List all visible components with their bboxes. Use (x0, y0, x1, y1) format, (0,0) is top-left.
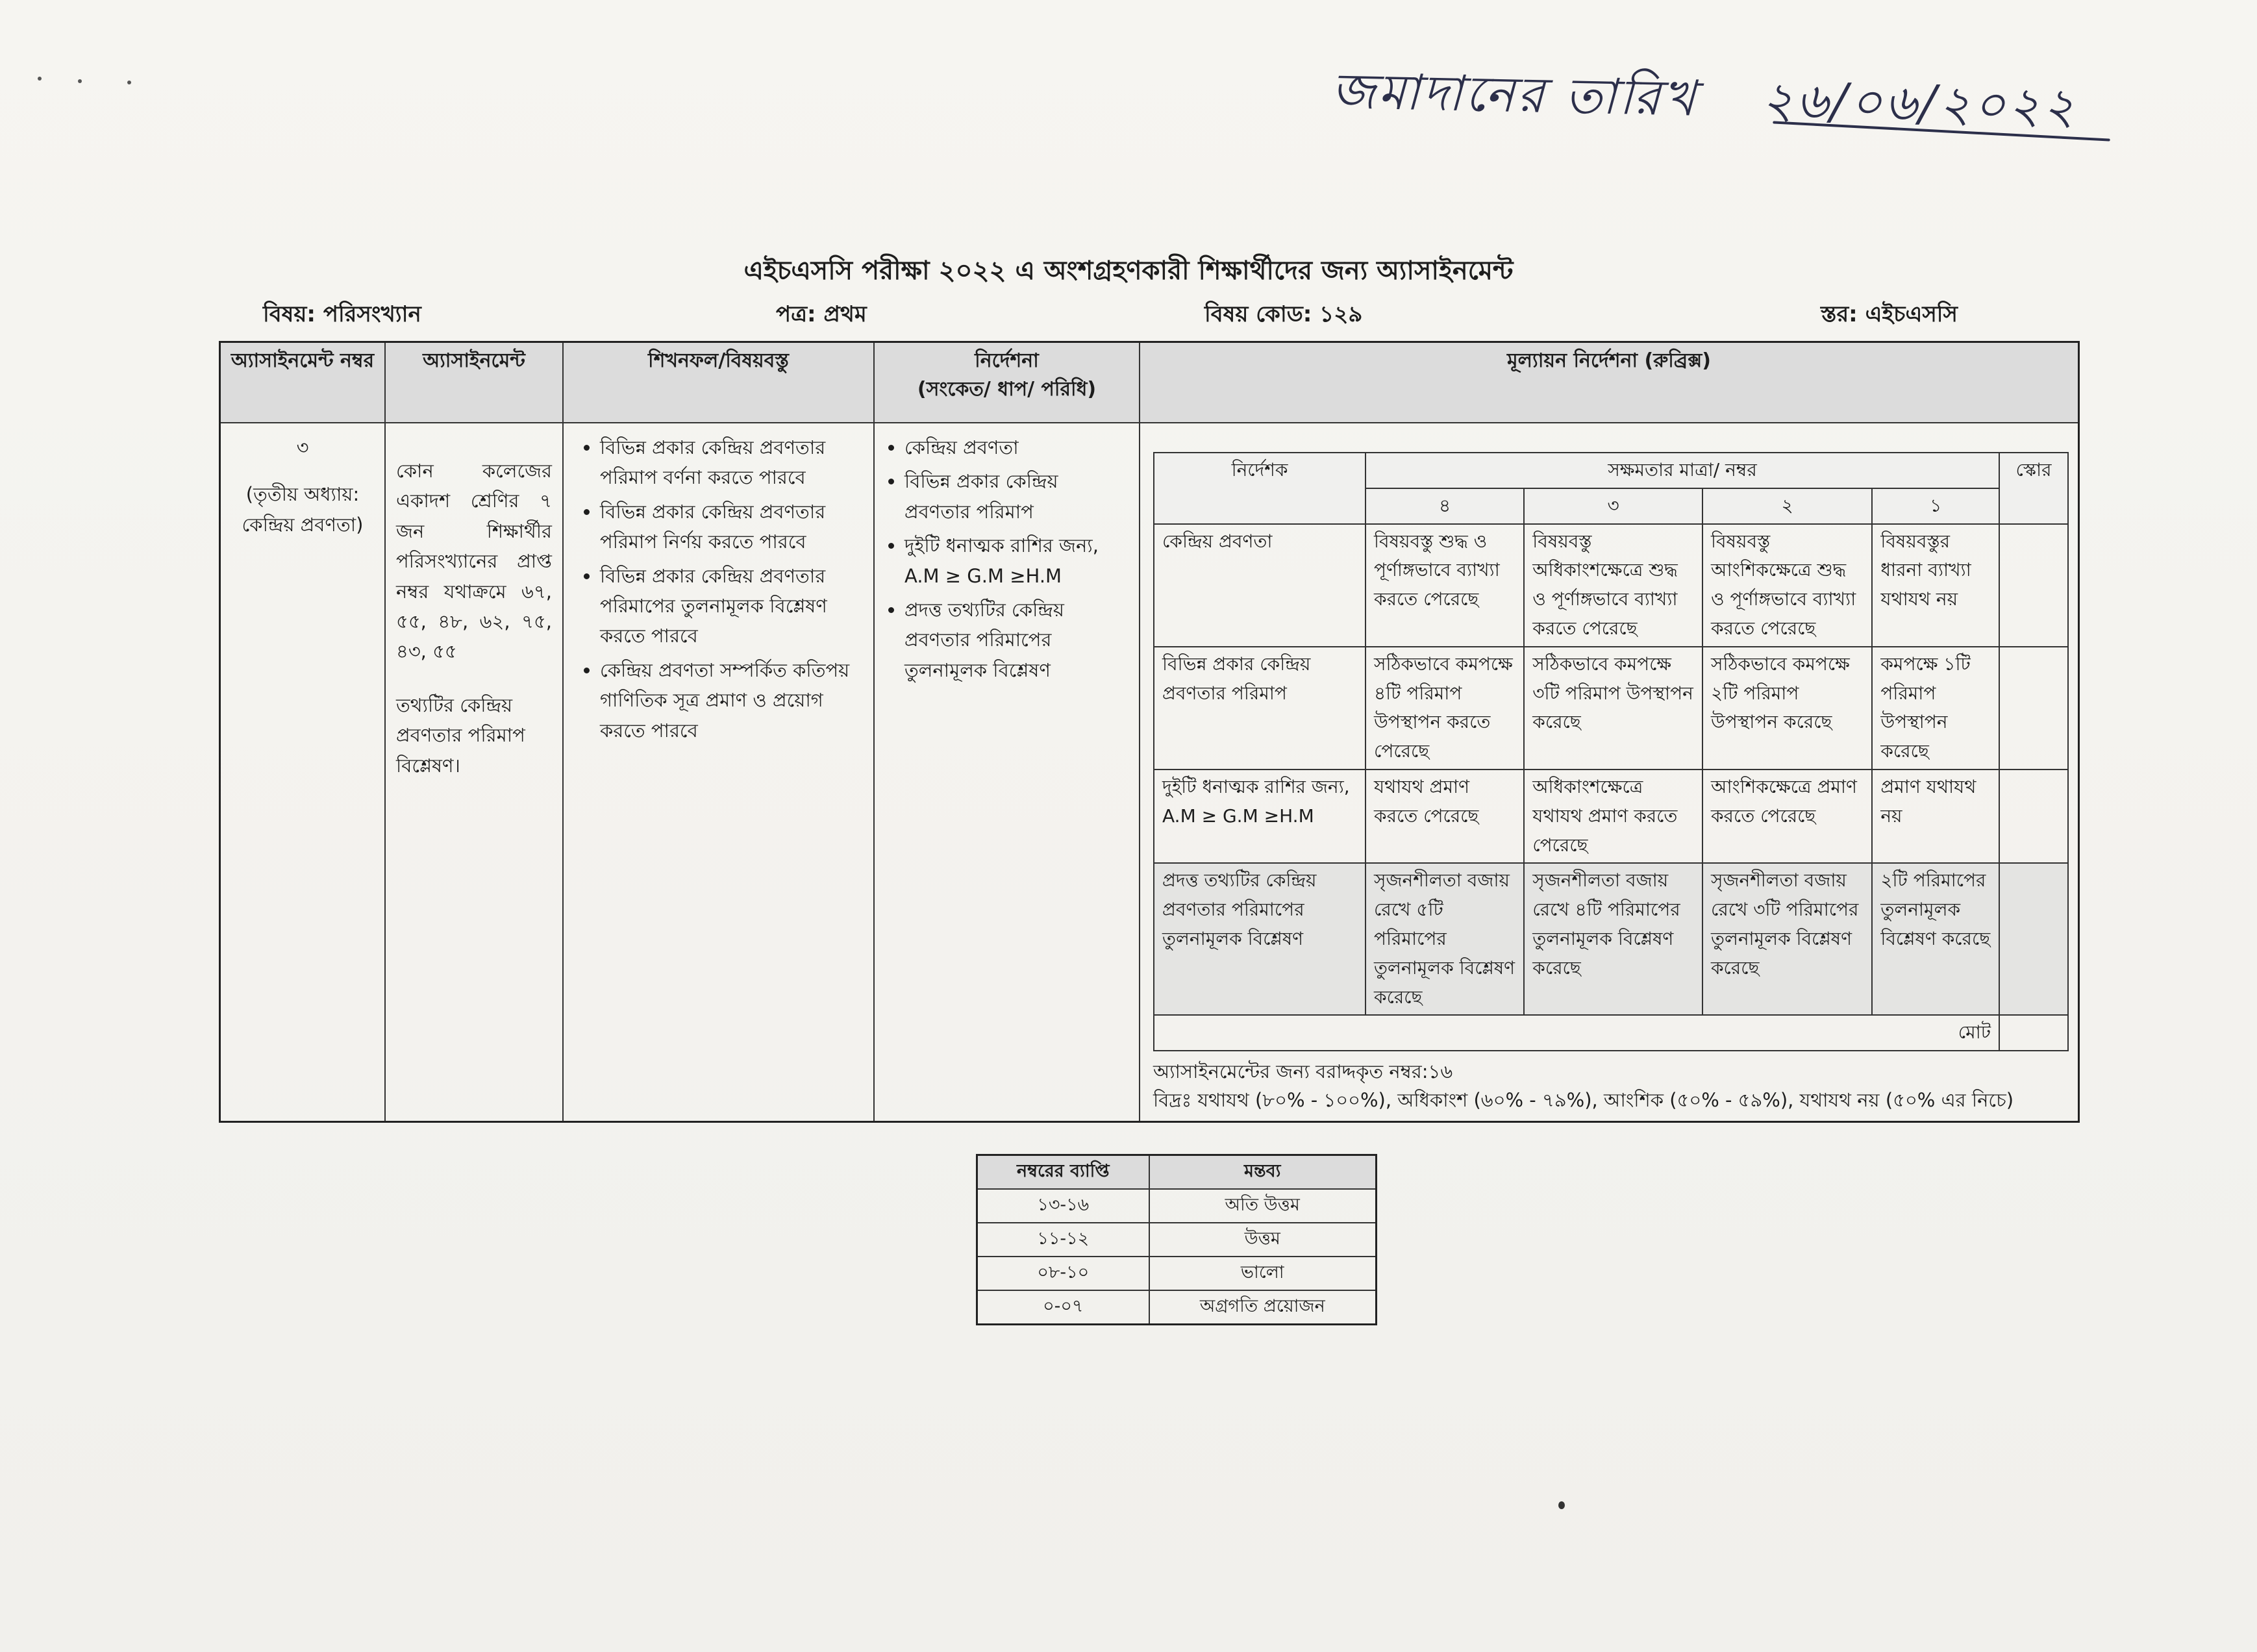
meta-row (263, 297, 1958, 330)
rubric-level-4: ৪ (1365, 488, 1524, 524)
scan-speck (38, 77, 42, 81)
rubric-indicator: বিভিন্ন প্রকার কেন্দ্রিয় প্রবণতার পরিমাপ (1154, 647, 1365, 770)
rubric-score-cell[interactable] (1999, 647, 2068, 770)
rubric-row (1154, 524, 2068, 647)
rubric-footnote: বিদ্রঃ যথাযথ (৮০% - ১০০%), অধিকাংশ (৬০% - ৭৯%), আংশিক (৫০% - ৫৯%), যথাযথ নয় (৫০% এর নিচে) (1153, 1088, 2014, 1111)
learning-outcomes-list (574, 432, 863, 745)
header-evaluation-rubric: মূল্যায়ন নির্দেশনা (রুব্রিক্স) (1140, 342, 2079, 423)
rubric-cell: অধিকাংশক্ষেত্রে যথাযথ প্রমাণ করতে পেরেছে (1524, 770, 1702, 863)
score-range-table (976, 1154, 1377, 1325)
score-range-row (977, 1257, 1377, 1290)
score-range: ০-০৭ (977, 1290, 1149, 1325)
rubric-cell: ২টি পরিমাপের তুলনামূলক বিশ্লেষণ করেছে (1872, 863, 1999, 1015)
rubric-cell: বিষয়বস্তু শুদ্ধ ও পূর্ণাঙ্গভাবে ব্যাখ্যা করতে পেরেছে (1365, 524, 1524, 647)
assignment-task: তথ্যটির কেন্দ্রিয় প্রবণতার পরিমাপ বিশ্লেষণ। (396, 694, 525, 777)
header-instructions-title: নির্দেশনা (975, 349, 1039, 372)
rubric-total-score[interactable] (1999, 1015, 2068, 1051)
rubric-indicator: কেন্দ্রিয় প্রবণতা (1154, 524, 1365, 647)
assignment-number: ৩ (296, 436, 309, 458)
learning-outcome-item: • কেন্দ্রিয় প্রবণতা সম্পর্কিত কতিপয় গাণিতিক সূত্র প্রমাণ ও প্রয়োগ করতে পারবে (600, 655, 863, 745)
rubric-total-label: মোট (1154, 1015, 1999, 1051)
meta-code: বিষয় কোড: ১২৯ (1204, 301, 1363, 327)
handwritten-label: জমাদানের তারিখ (1330, 61, 1699, 127)
assignment-chapter: (তৃতীয় অধ্যায়: কেন্দ্রিয় প্রবণতা) (242, 483, 364, 536)
instruction-item: • কেন্দ্রিয় প্রবণতা (904, 432, 1128, 462)
cell-assignment-number (220, 423, 386, 1122)
rubric-indicator-header: নির্দেশক (1154, 453, 1365, 524)
cell-learning-outcomes (563, 423, 874, 1122)
rubric-score-header: স্কোর (1999, 453, 2068, 524)
header-instructions (874, 342, 1140, 423)
instructions-list (885, 432, 1128, 685)
learning-outcome-item: • বিভিন্ন প্রকার কেন্দ্রিয় প্রবণতার পরিমাপের তুলনামূলক বিশ্লেষণ করতে পারবে (600, 561, 863, 651)
meta-subject: বিষয়: পরিসংখ্যান (263, 301, 421, 327)
score-range-header-remark: মন্তব্য (1149, 1155, 1377, 1190)
meta-level: স্তর: এইচএসসি (1821, 301, 1958, 327)
rubric-cell: সৃজনশীলতা বজায় রেখে ৫টি পরিমাপের তুলনামূলক বিশ্লেষণ করেছে (1365, 863, 1524, 1015)
rubric-cell: সঠিকভাবে কমপক্ষে ৪টি পরিমাপ উপস্থাপন করতে পেরেছে (1365, 647, 1524, 770)
rubric-indicator: প্রদত্ত তথ্যটির কেন্দ্রিয় প্রবণতার পরিমাপের তুলনামূলক বিশ্লেষণ (1154, 863, 1365, 1015)
rubric-total-row (1154, 1015, 2068, 1051)
score-remark: অতি উত্তম (1149, 1189, 1377, 1223)
rubric-row (1154, 770, 2068, 863)
scan-speck (78, 79, 82, 83)
cell-rubric (1140, 423, 2079, 1122)
cell-assignment-text (385, 423, 563, 1122)
rubric-row (1154, 647, 2068, 770)
learning-outcome-item: • বিভিন্ন প্রকার কেন্দ্রিয় প্রবণতার পরিমাপ বর্ণনা করতে পারবে (600, 432, 863, 493)
ink-dot (1558, 1501, 1565, 1509)
scan-speck (127, 81, 131, 84)
score-range: ১৩-১৬ (977, 1189, 1149, 1223)
rubric-cell: প্রমাণ যথাযথ নয় (1872, 770, 1999, 863)
rubric-indicator: দুইটি ধনাত্মক রাশির জন্য, A.M ≥ G.M ≥H.M (1154, 770, 1365, 863)
rubric-notes (1153, 1058, 2069, 1114)
score-range-row (977, 1290, 1377, 1325)
rubric-cell: যথাযথ প্রমাণ করতে পেরেছে (1365, 770, 1524, 863)
score-remark: উত্তম (1149, 1223, 1377, 1257)
header-assignment-number: অ্যাসাইনমেন্ট নম্বর (220, 342, 386, 423)
assignment-question: কোন কলেজের একাদশ শ্রেণির ৭ জন শিক্ষার্থীর পরিসংখ্যানের প্রাপ্ত নম্বর যথাক্রমে ৬৭, ৫৫, ৪৮, ৬২, ৭৫, ৪৩, ৫৫ (396, 460, 552, 663)
score-range: ০৮-১০ (977, 1257, 1149, 1290)
rubric-cell: সঠিকভাবে কমপক্ষে ৩টি পরিমাপ উপস্থাপন করেছে (1524, 647, 1702, 770)
assignment-row (220, 423, 2079, 1122)
assignment-table (219, 341, 2080, 1123)
handwritten-date: ২৬/০৬/২০২২ (1760, 70, 2078, 135)
rubric-cell: বিষয়বস্তু আংশিকক্ষেত্রে শুদ্ধ ও পূর্ণাঙ্গভাবে ব্যাখ্যা করতে পেরেছে (1702, 524, 1872, 647)
rubric-level-1: ১ (1872, 488, 1999, 524)
score-range-row (977, 1223, 1377, 1257)
rubric-cell: সঠিকভাবে কমপক্ষে ২টি পরিমাপ উপস্থাপন করেছে (1702, 647, 1872, 770)
rubric-level-3: ৩ (1524, 488, 1702, 524)
rubric-level-2: ২ (1702, 488, 1872, 524)
score-range-header-range: নম্বরের ব্যাপ্তি (977, 1155, 1149, 1190)
score-range-row (977, 1189, 1377, 1223)
header-learning-outcomes: শিখনফল/বিষয়বস্তু (563, 342, 874, 423)
instruction-item: • প্রদত্ত তথ্যটির কেন্দ্রিয় প্রবণতার পরিমাপের তুলনামূলক বিশ্লেষণ (904, 595, 1128, 685)
header-assignment: অ্যাসাইনমেন্ট (385, 342, 563, 423)
allocated-marks: অ্যাসাইনমেন্টের জন্য বরাদ্দকৃত নম্বর:১৬ (1153, 1060, 1453, 1083)
instruction-item: • বিভিন্ন প্রকার কেন্দ্রিয় প্রবণতার পরিমাপ (904, 466, 1128, 527)
instruction-item: • দুইটি ধনাত্মক রাশির জন্য, A.M ≥ G.M ≥H.M (904, 531, 1128, 591)
rubric-score-cell[interactable] (1999, 770, 2068, 863)
learning-outcome-item: • বিভিন্ন প্রকার কেন্দ্রিয় প্রবণতার পরিমাপ নির্ণয় করতে পারবে (600, 497, 863, 557)
rubric-cell: কমপক্ষে ১টি পরিমাপ উপস্থাপন করেছে (1872, 647, 1999, 770)
rubric-row (1154, 863, 2068, 1015)
header-instructions-subtitle: (সংকেত/ ধাপ/ পরিধি) (917, 377, 1097, 401)
rubric-table (1153, 452, 2069, 1051)
rubric-score-cell[interactable] (1999, 863, 2068, 1015)
rubric-cell: আংশিকক্ষেত্রে প্রমাণ করতে পেরেছে (1702, 770, 1872, 863)
meta-paper: পত্র: প্রথম (776, 301, 867, 327)
rubric-header-row (1154, 453, 2068, 488)
rubric-cell: সৃজনশীলতা বজায় রেখে ৪টি পরিমাপের তুলনামূলক বিশ্লেষণ করেছে (1524, 863, 1702, 1015)
rubric-cell: সৃজনশীলতা বজায় রেখে ৩টি পরিমাপের তুলনামূলক বিশ্লেষণ করেছে (1702, 863, 1872, 1015)
assignment-table-header (220, 342, 2079, 423)
score-remark: ভালো (1149, 1257, 1377, 1290)
rubric-score-cell[interactable] (1999, 524, 2068, 647)
score-remark: অগ্রগতি প্রয়োজন (1149, 1290, 1377, 1325)
score-range-header (977, 1155, 1377, 1190)
document-title: এইচএসসি পরীক্ষা ২০২২ এ অংশগ্রহণকারী শিক্ষার্থীদের জন্য অ্যাসাইনমেন্ট (743, 256, 1514, 286)
rubric-cell: বিষয়বস্তু অধিকাংশক্ষেত্রে শুদ্ধ ও পূর্ণাঙ্গভাবে ব্যাখ্যা করতে পেরেছে (1524, 524, 1702, 647)
rubric-cell: বিষয়বস্তুর ধারনা ব্যাখ্যা যথাযথ নয় (1872, 524, 1999, 647)
cell-instructions (874, 423, 1140, 1122)
handwritten-submission-date (1330, 53, 2143, 155)
score-range: ১১-১২ (977, 1223, 1149, 1257)
rubric-level-header: সক্ষমতার মাত্রা/ নম্বর (1365, 453, 1999, 488)
